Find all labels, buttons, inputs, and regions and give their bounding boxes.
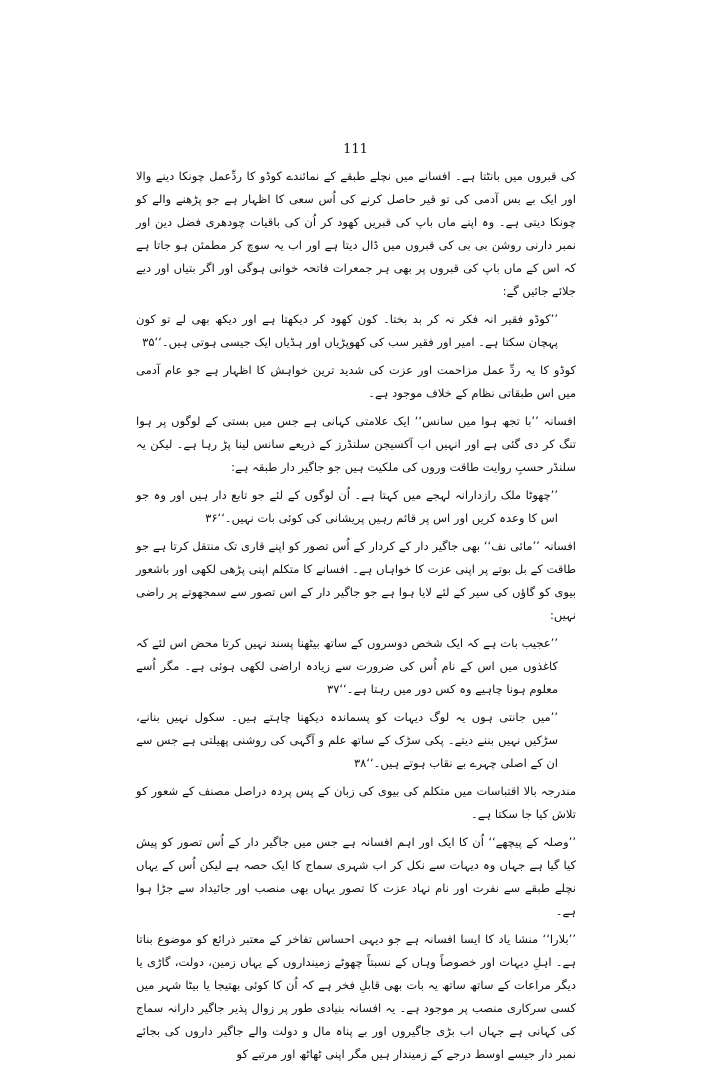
paragraph-4: افسانہ ’’مائی نف‘‘ بھی جاگیر دار کے کردار کے اُس تصور کو اپنے قاری تک منتقل کرتا ہے جو طاقت کے بل بوتے پر اپنی عزت کا خواہاں ہے۔ افسانے کا متکلم اپنی پڑھی لکھی اور باشعور بیوی کو گاؤں کی سیر کے لئے لایا ہوا ہے جو جاگیر دار کے اس تصور سے سمجھوتے پر راضی نہیں: (136, 539, 576, 622)
paragraph-3: افسانہ ’’با تجھ ہوا میں سانس‘‘ ایک علامتی کہانی ہے جس میں بستی کے لوگوں پر ہوا تنگ کر دی گئی ہے اور انہیں اب آکسیجن سلنڈرز کے ذریعے سانس لینا پڑ رہا ہے۔ لیکن یہ سلنڈر حسبِ روایت طاقت وروں کی ملکیت ہیں جو جاگیر دار طبقہ ہے: (136, 414, 576, 474)
paragraph-6: ’’وصلہ کے پیچھے‘‘ اُن کا ایک اور اہم افسانہ ہے جس میں جاگیر دار کے اُس تصور کو پیش کیا گیا ہے جہاں وہ دیہات سے نکل کر اب شہری سماج کا ایک حصہ ہے لیکن اُس کے یہاں نچلے طبقے سے نفرت اور نام نہاد عزت کا تصور یہاں بھی منصب اور جائیداد سے جڑا ہوا ہے۔ (136, 835, 576, 918)
page-body (136, 165, 576, 1071)
paragraph-1: کی قبروں میں بانٹتا ہے۔ افسانے میں نچلے طبقے کے نمائندے کوڈو کا ردِّعمل چونکا دینے والا اور ایک بے بس آدمی کی تو قیر حاصل کرنے کی اُس سعی کا اظہار ہے جو پڑھنے والے کو چونکا دیتی ہے۔ وہ اپنے ماں باپ کی قبریں کھود کر اُن کی باقیات چودھری فضل دین اور نمبر دارنی روشن بی بی کی قبروں میں ڈال دیتا ہے اور اب یہ سوچ کر مطمئن ہو جاتا ہے کہ اس کے ماں باپ کی قبروں پر بھی ہر جمعرات فاتحہ خوانی ہوگی اور اگر بتیاں اور دیے جلائے جائیں گے: (136, 169, 576, 298)
quote-3: ’’عجیب بات ہے کہ ایک شخص دوسروں کے ساتھ بیٹھنا پسند نہیں کرتا محض اس لئے کہ کاغذوں میں اس کے نام اُس کی ضرورت سے زیادہ اراضی لکھی ہوئی ہے۔ مگر اُسے معلوم ہونا چاہیے وہ کس دور میں رہتا ہے۔‘‘۳۷ (136, 636, 558, 696)
paragraph-2: کوڈو کا یہ ردِّ عمل مزاحمت اور عزت کی شدید ترین خواہش کا اظہار ہے جو عام آدمی میں اس طبقاتی نظام کے خلاف موجود ہے۔ (136, 363, 576, 400)
paragraph-7: ’’بلارا‘‘ منشا یاد کا ایسا افسانہ ہے جو دیہی احساس تفاخر کے معتبر ذرائع کو موضوع بناتا ہے۔ اہلِ دیہات اور خصوصاً وہاں کے نسبتاً چھوٹے زمینداروں کے یہاں زمین، دولت، گاڑی یا دیگر مراعات کے ساتھ ساتھ یہ بات بھی قابلِ فخر ہے کہ اُن کا کوئی بھتیجا یا بیٹا شہر میں کسی سرکاری منصب پر موجود ہے۔ یہ افسانہ بنیادی طور پر زوال پذیر جاگیر دارانہ سماج کی کہانی ہے جہاں اب بڑی جاگیروں اور بے پناہ مال و دولت والے جاگیر داروں کی بجائے نمبر دار جیسے اوسط درجے کے زمیندار ہیں مگر اپنی ٹھاٹھ اور مرتبے کو (136, 932, 576, 1061)
page-number: 111 (343, 142, 368, 157)
quote-1: ’’کوڈو فقیر انہ فکر نہ کر بد بختا۔ کون کھود کر دیکھتا ہے اور دیکھ بھی لے تو کون پہچان سکتا ہے۔ امیر اور فقیر سب کی کھوپڑیاں اور ہڈیاں ایک جیسی ہوتی ہیں۔‘‘۳۵ (136, 312, 558, 349)
quote-2: ’’چھوٹا ملک رازدارانہ لہجے میں کہتا ہے۔ اُن لوگوں کے لئے جو تابع دار ہیں اور وہ جو اس کا وعدہ کریں اور اس پر قائم رہیں پریشانی کی کوئی بات نہیں۔‘‘۳۶ (136, 488, 558, 525)
quote-4: ’’میں جانتی ہوں یہ لوگ دیہات کو پسماندہ دیکھنا چاہتے ہیں۔ سکول نہیں بنانے، سڑکیں نہیں بننے دیتے۔ پکی سڑک کے ساتھ علم و آگہی کی روشنی پھیلتی ہے جس سے ان کے اصلی چہرے بے نقاب ہوتے ہیں۔‘‘۳۸ (136, 710, 558, 770)
paragraph-5: مندرجہ بالا اقتباسات میں متکلم کی بیوی کی زبان کے پس پردہ دراصل مصنف کے شعور کو تلاش کیا جا سکتا ہے۔ (136, 784, 576, 821)
